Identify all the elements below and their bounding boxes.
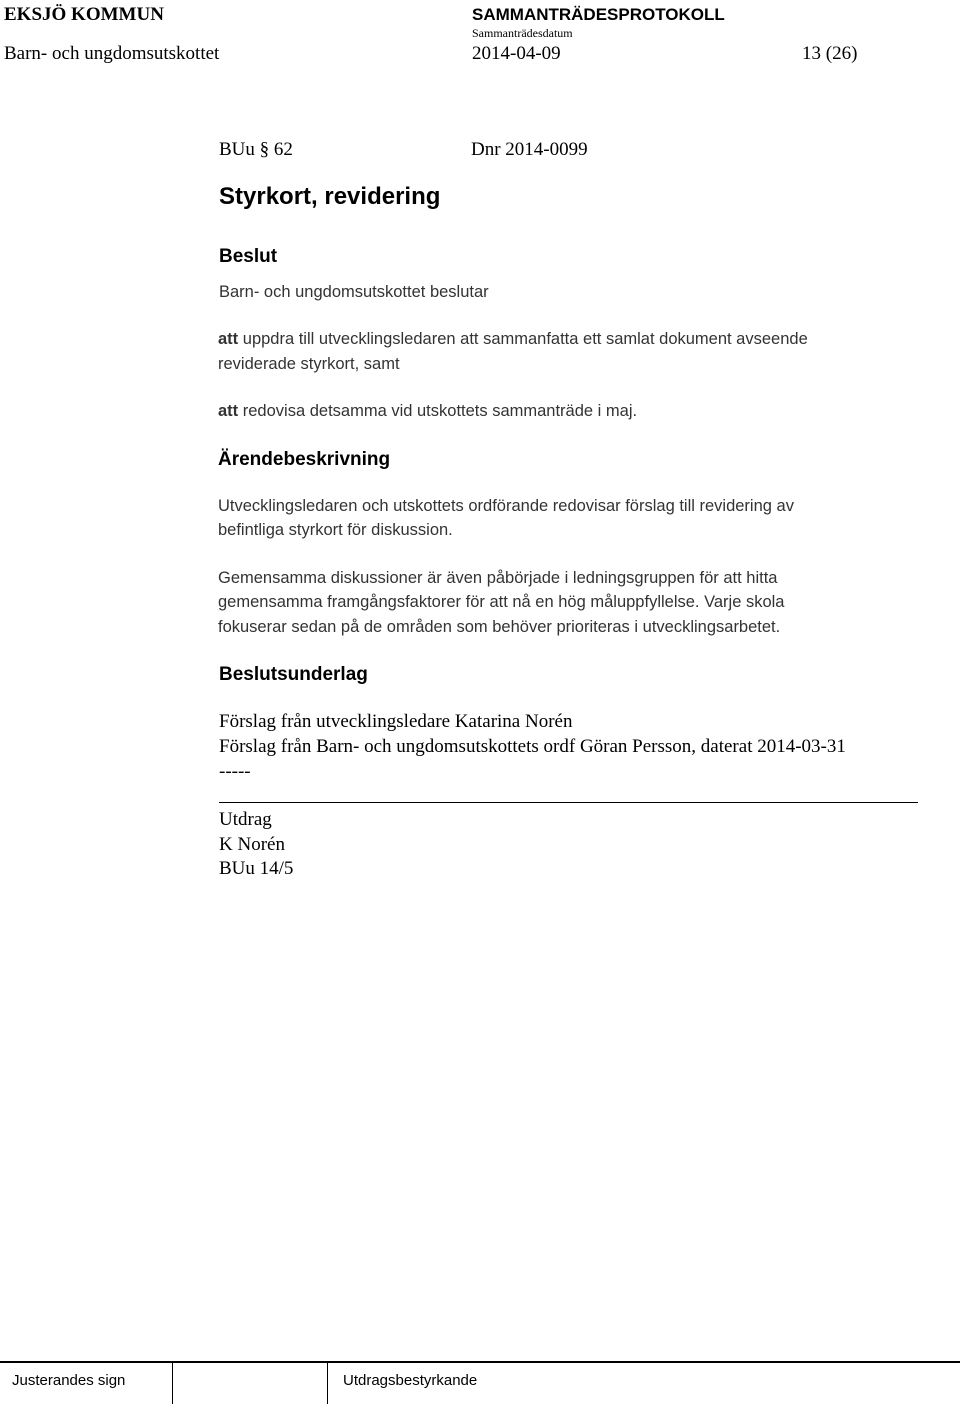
document-type: SAMMANTRÄDESPROTOKOLL [472, 5, 725, 24]
distribution-line-3: BUu 14/5 [219, 858, 294, 879]
footer-column-divider [172, 1362, 173, 1404]
committee-name: Barn- och ungdomsutskottet [4, 43, 220, 64]
description-paragraph-1: Utvecklingsledaren och utskottets ordförande redovisar förslag till revidering av [218, 497, 794, 515]
att-keyword: att [218, 330, 239, 348]
page-number: 13 (26) [802, 43, 858, 64]
decision-item-2 [218, 402, 637, 421]
description-paragraph-1-continued: befintliga styrkort för diskussion. [218, 521, 453, 539]
footer-extract-label: Utdragsbestyrkande [343, 1372, 478, 1389]
description-paragraph-2-line-3: fokuserar sedan på de områden som behöver prioriteras i utvecklingsarbetet. [218, 618, 781, 636]
section-sign: § [259, 139, 270, 160]
description-paragraph-2-line-2: gemensamma framgångsfaktorer för att nå en hög måluppfyllelse. Varje skola [218, 593, 785, 611]
meeting-date: 2014-04-09 [472, 43, 561, 64]
separator-dashes: ----- [219, 761, 251, 782]
distribution-line-2: K Norén [219, 834, 285, 855]
paragraph-prefix: BUu [219, 139, 255, 160]
organization-name: EKSJÖ KOMMUN [4, 4, 164, 25]
decision-item-1-continued: reviderade styrkort, samt [218, 355, 400, 373]
beslut-intro: Barn- och ungdomsutskottet beslutar [219, 283, 489, 301]
basis-item-2: Förslag från Barn- och ungdomsutskottets ordf Göran Persson, daterat 2014-03-31 [219, 736, 846, 757]
decision-text: redovisa detsamma vid utskottets sammanträde i maj. [242, 402, 638, 420]
registration-number: Dnr 2014-0099 [471, 139, 588, 160]
footer-sign-label: Justerandes sign [12, 1372, 126, 1389]
att-keyword: att [218, 402, 239, 420]
paragraph-number: 62 [273, 139, 293, 160]
heading-beslutsunderlag: Beslutsunderlag [219, 664, 368, 685]
basis-item-1: Förslag från utvecklingsledare Katarina Norén [219, 711, 573, 732]
description-paragraph-2: Gemensamma diskussioner är även påbörjade i ledningsgruppen för att hitta [218, 569, 778, 587]
divider-line [219, 802, 918, 803]
decision-item-1 [218, 330, 808, 349]
paragraph-reference [219, 139, 293, 161]
meeting-date-label: Sammanträdesdatum [472, 26, 573, 40]
distribution-line-1: Utdrag [219, 809, 272, 830]
case-title: Styrkort, revidering [219, 183, 441, 210]
footer-column-divider [327, 1362, 328, 1404]
footer-divider [0, 1361, 960, 1363]
heading-beslut: Beslut [219, 246, 278, 267]
decision-text: uppdra till utvecklingsledaren att sammanfatta ett samlat dokument avseende [242, 330, 808, 348]
heading-arendebeskrivning: Ärendebeskrivning [218, 449, 391, 470]
